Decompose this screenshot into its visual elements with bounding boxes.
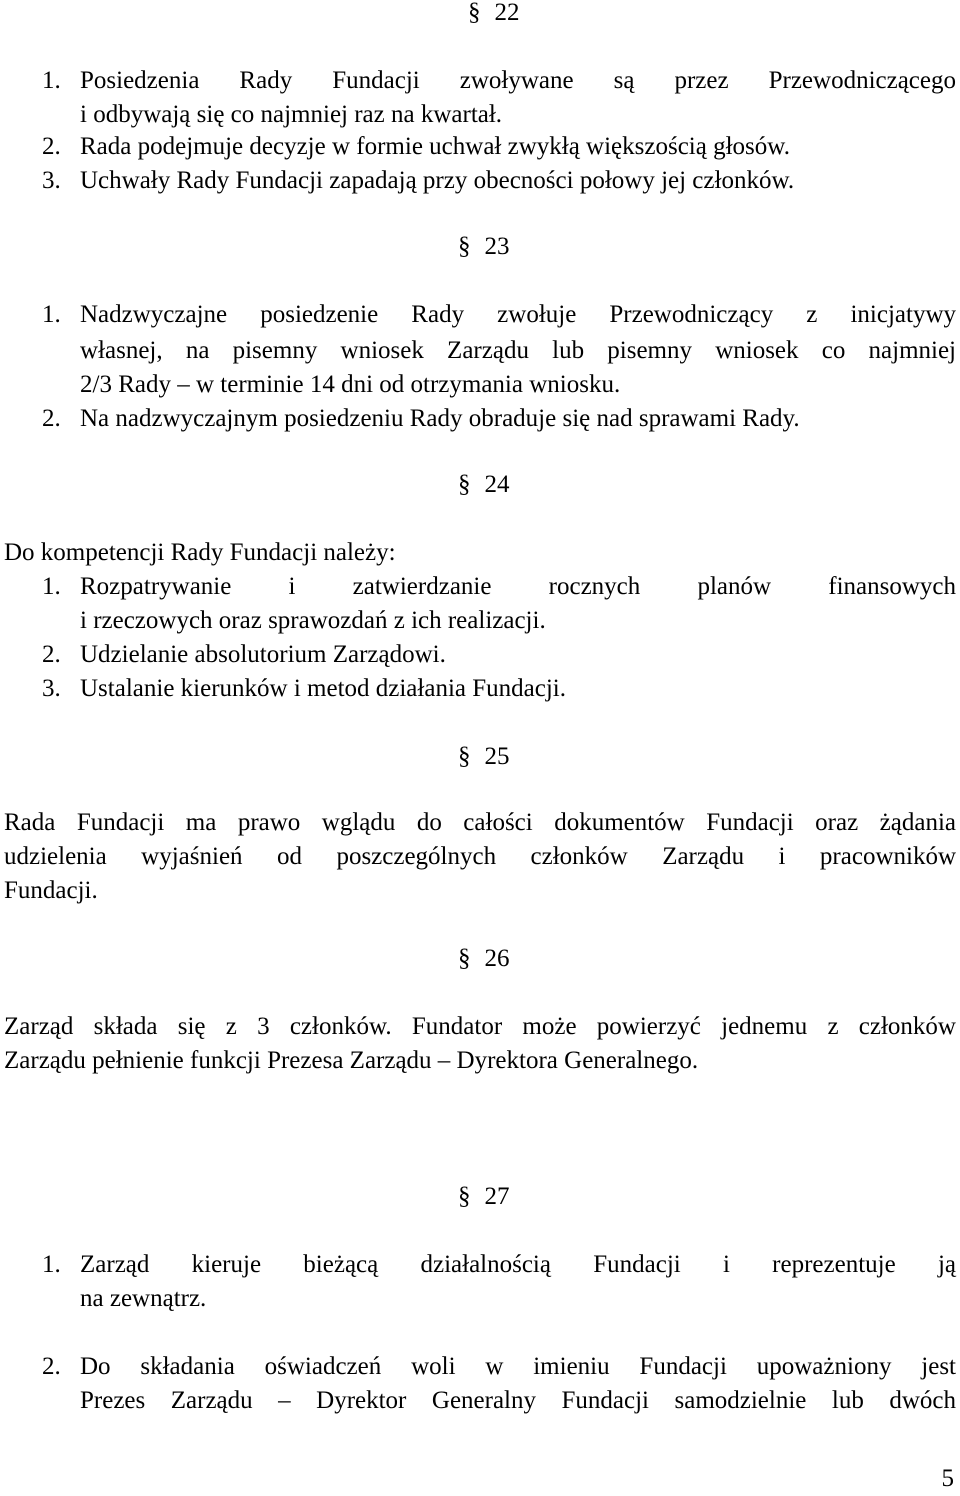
list-number: 1. [42,67,61,94]
paragraph-line: Na nadzwyczajnym posiedzeniu Rady obraduje się nad sprawami Rady. [80,405,800,432]
list-number: 2. [42,133,61,160]
paragraph-line: Rozpatrywanie i zatwierdzanie rocznych planów finansowych [80,573,956,600]
section-sign: § [458,471,471,498]
list-number: 3. [42,675,61,702]
paragraph-intro: Do kompetencji Rady Fundacji należy: [4,539,396,566]
page-number: 5 [941,1465,954,1492]
paragraph-line: Rada Fundacji ma prawo wglądu do całości dokumentów Fundacji oraz żądania [4,809,956,836]
list-number: 2. [42,1353,61,1380]
section-heading-23 [458,230,510,264]
paragraph-line: Zarząd kieruje bieżącą działalnością Fundacji i reprezentuje ją [80,1251,956,1278]
paragraph-line: Fundacji. [4,877,98,904]
section-number: 26 [484,945,510,972]
paragraph-line: Rada podejmuje decyzje w formie uchwał zwykłą większością głosów. [80,133,790,160]
section-number: 27 [484,1183,510,1210]
section-sign: § [458,945,471,972]
list-number: 1. [42,301,61,328]
paragraph-line: Prezes Zarządu – Dyrektor Generalny Fundacji samodzielnie lub dwóch [80,1387,956,1414]
section-heading-25 [458,740,510,774]
section-heading-22 [468,0,520,30]
paragraph-line: Zarządu pełnienie funkcji Prezesa Zarządu – Dyrektora Generalnego. [4,1047,699,1074]
list-number: 2. [42,641,61,668]
paragraph-line: udzielenia wyjaśnień od poszczególnych członków Zarządu i pracowników [4,843,956,870]
paragraph-line: Udzielanie absolutorium Zarządowi. [80,641,446,668]
section-sign: § [468,0,481,26]
list-number: 2. [42,405,61,432]
paragraph-line: 2/3 Rady – w terminie 14 dni od otrzymania wniosku. [80,371,621,398]
section-number: 23 [484,233,510,260]
section-sign: § [458,743,471,770]
section-heading-27 [458,1180,510,1214]
section-number: 22 [494,0,520,26]
list-number: 1. [42,1251,61,1278]
paragraph-line: Zarząd składa się z 3 członków. Fundator może powierzyć jednemu z członków [4,1013,956,1040]
paragraph-line: własnej, na pisemny wniosek Zarządu lub pisemny wniosek co najmniej [80,337,956,364]
list-number: 3. [42,167,61,194]
paragraph-line: Uchwały Rady Fundacji zapadają przy obecności połowy jej członków. [80,167,795,194]
section-number: 25 [484,743,510,770]
list-number: 1. [42,573,61,600]
paragraph-line: na zewnątrz. [80,1285,207,1312]
section-sign: § [458,233,471,260]
paragraph-line: Nadzwyczajne posiedzenie Rady zwołuje Przewodniczący z inicjatywy [80,301,956,328]
section-heading-24 [458,468,510,502]
section-number: 24 [484,471,510,498]
section-heading-26 [458,942,510,976]
paragraph-line: i rzeczowych oraz sprawozdań z ich realizacji. [80,607,546,634]
section-sign: § [458,1183,471,1210]
paragraph-line: Posiedzenia Rady Fundacji zwoływane są przez Przewodniczącego [80,67,956,94]
paragraph-line: Do składania oświadczeń woli w imieniu Fundacji upoważniony jest [80,1353,956,1380]
paragraph-line: Ustalanie kierunków i metod działania Fundacji. [80,675,566,702]
paragraph-line: i odbywają się co najmniej raz na kwartał. [80,101,503,128]
